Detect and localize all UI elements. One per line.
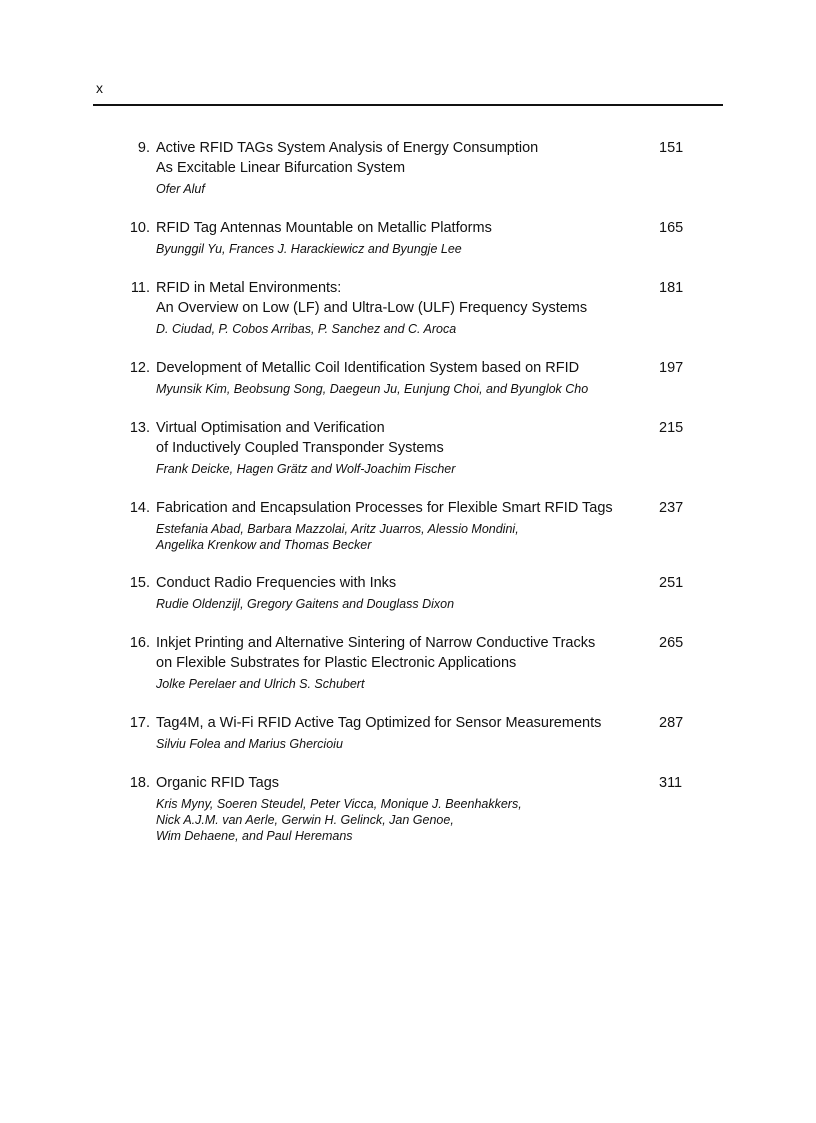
toc-entry-authors: Rudie Oldenzijl, Gregory Gaitens and Douglass Dixon	[156, 597, 455, 611]
toc-entry-page: 311	[659, 775, 683, 791]
toc-entry-authors: Silviu Folea and Marius Ghercioiu	[156, 737, 343, 751]
toc-entry-number: 14.	[129, 500, 150, 516]
toc-entry-number: 11.	[130, 280, 150, 296]
toc-entry-page: 215	[659, 420, 684, 436]
toc-entry-title: on Flexible Substrates for Plastic Electronic Applications	[156, 655, 517, 671]
toc-entry-authors: Myunsik Kim, Beobsung Song, Daegeun Ju, Eunjung Choi, and Byunglok Cho	[156, 382, 589, 396]
toc-entry-number: 9.	[137, 140, 150, 156]
toc-entry-title: Organic RFID Tags	[156, 775, 280, 791]
toc-entry-title: An Overview on Low (LF) and Ultra-Low (ULF) Frequency Systems	[156, 300, 588, 316]
toc-entry-title: Virtual Optimisation and Verification	[156, 420, 385, 436]
toc-entry-page: 165	[659, 220, 684, 236]
toc-entry-title: As Excitable Linear Bifurcation System	[156, 160, 406, 176]
toc-entry-number: 15.	[129, 575, 150, 591]
page-number: x	[96, 80, 104, 96]
toc-entry-title: Active RFID TAGs System Analysis of Energy Consumption	[156, 140, 539, 156]
toc-entry-authors: Estefania Abad, Barbara Mazzolai, Aritz Juarros, Alessio Mondini,	[156, 522, 519, 536]
toc-entry-page: 197	[659, 360, 684, 376]
toc-entry-page: 151	[659, 140, 684, 156]
toc-entry-page: 265	[659, 635, 684, 651]
toc-entry-authors: Wim Dehaene, and Paul Heremans	[156, 829, 353, 843]
toc-entry-number: 13.	[129, 420, 150, 436]
toc-entry-title: Fabrication and Encapsulation Processes for Flexible Smart RFID Tags	[156, 500, 613, 516]
toc-entry-authors: D. Ciudad, P. Cobos Arribas, P. Sanchez and C. Aroca	[156, 322, 457, 336]
toc-entry-title: Conduct Radio Frequencies with Inks	[156, 575, 397, 591]
toc-entry-authors: Angelika Krenkow and Thomas Becker	[156, 538, 372, 552]
toc-entry-title: RFID in Metal Environments:	[156, 280, 342, 296]
toc-entry-page: 237	[659, 500, 684, 516]
toc-entry-authors: Kris Myny, Soeren Steudel, Peter Vicca, Monique J. Beenhakkers,	[156, 797, 522, 811]
toc-entry-number: 18.	[129, 775, 150, 791]
toc-entry-authors: Byunggil Yu, Frances J. Harackiewicz and Byungje Lee	[156, 242, 462, 256]
toc-entry-page: 251	[659, 575, 684, 591]
toc-entry-title: of Inductively Coupled Transponder Systems	[156, 440, 444, 456]
toc-entry-page: 287	[659, 715, 684, 731]
toc-entry-authors: Ofer Aluf	[156, 182, 205, 196]
toc-entry-authors: Jolke Perelaer and Ulrich S. Schubert	[156, 677, 365, 691]
toc-entry-page: 181	[659, 280, 684, 296]
toc-entry-number: 10.	[129, 220, 150, 236]
toc-entry-title: RFID Tag Antennas Mountable on Metallic Platforms	[156, 220, 492, 236]
toc-entry-title: Tag4M, a Wi-Fi RFID Active Tag Optimized for Sensor Measurements	[156, 715, 602, 731]
toc-entry-title: Development of Metallic Coil Identification System based on RFID	[156, 360, 580, 376]
toc-entry-number: 12.	[129, 360, 150, 376]
toc-entry-number: 16.	[129, 635, 150, 651]
toc-entry-authors: Nick A.J.M. van Aerle, Gerwin H. Gelinck, Jan Genoe,	[156, 813, 454, 827]
toc-entry-title: Inkjet Printing and Alternative Sintering of Narrow Conductive Tracks	[156, 635, 596, 651]
toc-entry-number: 17.	[129, 715, 150, 731]
toc-entry-authors: Frank Deicke, Hagen Grätz and Wolf-Joachim Fischer	[156, 462, 456, 476]
